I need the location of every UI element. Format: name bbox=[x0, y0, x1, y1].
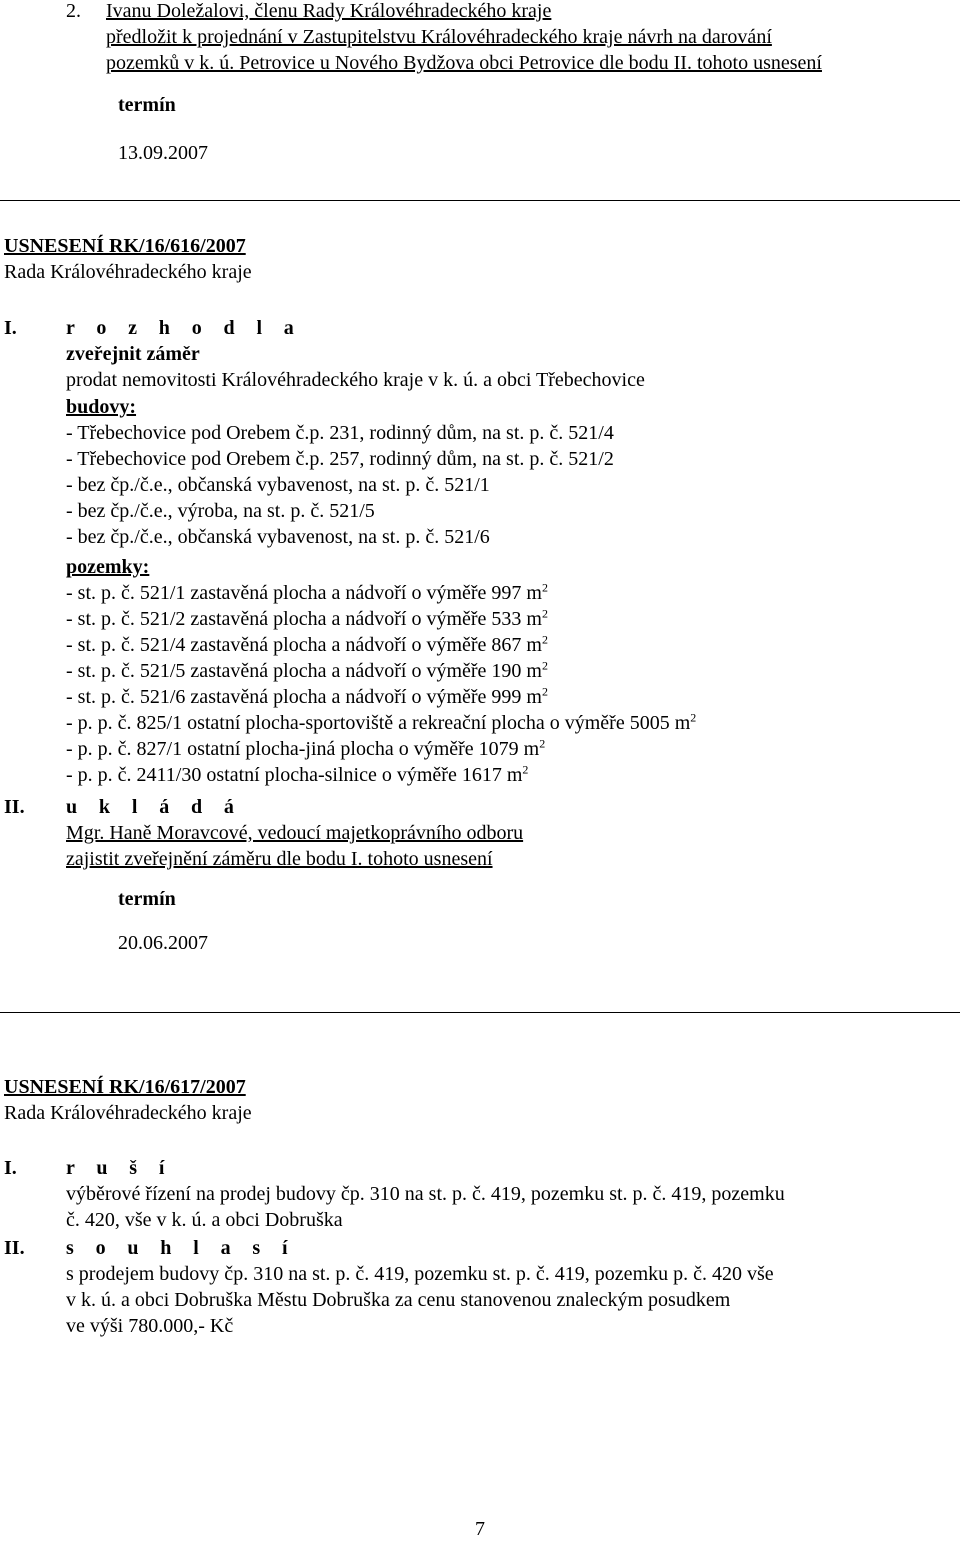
termin-label: termín bbox=[118, 94, 176, 116]
page-number: 7 bbox=[475, 1518, 485, 1540]
section-text: prodat nemovitosti Královéhradeckého kraje v k. ú. a obci Třebechovice bbox=[66, 369, 645, 391]
termin-label: termín bbox=[118, 888, 176, 910]
budovy-label: budovy: bbox=[66, 396, 137, 418]
termin-date: 20.06.2007 bbox=[118, 932, 208, 954]
section-number: II. bbox=[4, 1237, 25, 1259]
list-item: - Třebechovice pod Orebem č.p. 231, rodinný dům, na st. p. č. 521/4 bbox=[66, 422, 614, 444]
section-subhead: zveřejnit záměr bbox=[66, 343, 200, 365]
item-line-3: pozemků v k. ú. Petrovice u Nového Bydžova obci Petrovice dle bodu II. tohoto usnesení bbox=[106, 52, 822, 74]
section-line: v k. ú. a obci Dobruška Městu Dobruška za cenu stanovenou znaleckým posudkem bbox=[66, 1289, 731, 1311]
list-item: - p. p. č. 2411/30 ostatní plocha-silnice o výměře 1617 $m^2$ bbox=[66, 762, 529, 786]
list-item: - st. p. č. 521/1 zastavěná plocha a nádvoří o výměře 997 $m^2$ bbox=[66, 580, 548, 604]
list-item: - st. p. č. 521/4 zastavěná plocha a nádvoří o výměře 867 $m^2$ bbox=[66, 632, 548, 656]
resolution-title: USNESENÍ RK/16/617/2007 bbox=[4, 1076, 246, 1098]
section-number: I. bbox=[4, 317, 17, 339]
pozemky-label: pozemky: bbox=[66, 556, 150, 578]
resolution-title: USNESENÍ RK/16/616/2007 bbox=[4, 235, 246, 257]
section-verb: r u š í bbox=[66, 1157, 173, 1179]
list-item: - Třebechovice pod Orebem č.p. 257, rodinný dům, na st. p. č. 521/2 bbox=[66, 448, 614, 470]
section-line: s prodejem budovy čp. 310 na st. p. č. 419, pozemku st. p. č. 419, pozemku p. č. 420 vše bbox=[66, 1263, 774, 1285]
resolution-body: Rada Královéhradeckého kraje bbox=[4, 261, 252, 283]
separator-line bbox=[0, 1012, 960, 1013]
list-item: - st. p. č. 521/6 zastavěná plocha a nádvoří o výměře 999 $m^2$ bbox=[66, 684, 548, 708]
list-item: - st. p. č. 521/5 zastavěná plocha a nádvoří o výměře 190 $m^2$ bbox=[66, 658, 548, 682]
list-item: - bez čp./č.e., občanská vybavenost, na st. p. č. 521/6 bbox=[66, 526, 490, 548]
resolution-body: Rada Královéhradeckého kraje bbox=[4, 1102, 252, 1124]
section-number: II. bbox=[4, 796, 25, 818]
section-line: ve výši 780.000,- Kč bbox=[66, 1315, 234, 1337]
item-line-1: Ivanu Doležalovi, členu Rady Královéhradeckého kraje bbox=[106, 0, 552, 22]
list-item: - p. p. č. 827/1 ostatní plocha-jiná plocha o výměře 1079 $m^2$ bbox=[66, 736, 546, 760]
section-line: výběrové řízení na prodej budovy čp. 310 na st. p. č. 419, pozemku st. p. č. 419, pozemku bbox=[66, 1183, 785, 1205]
section-line: č. 420, vše v k. ú. a obci Dobruška bbox=[66, 1209, 343, 1231]
list-item: - st. p. č. 521/2 zastavěná plocha a nádvoří o výměře 533 $m^2$ bbox=[66, 606, 548, 630]
pozemky-list bbox=[66, 580, 696, 788]
section-text: zajistit zveřejnění záměru dle bodu I. tohoto usnesení bbox=[66, 848, 493, 870]
section-verb: s o u h l a s í bbox=[66, 1237, 296, 1259]
list-item: - p. p. č. 825/1 ostatní plocha-sportoviště a rekreační plocha o výměře 5005 $m^2$ bbox=[66, 710, 697, 734]
list-item: - bez čp./č.e., výroba, na st. p. č. 521/5 bbox=[66, 500, 375, 522]
section-verb: u k l á d á bbox=[66, 796, 243, 818]
termin-date: 13.09.2007 bbox=[118, 142, 208, 164]
responsible-person: Mgr. Haně Moravcové, vedoucí majetkoprávního odboru bbox=[66, 822, 524, 844]
separator-line bbox=[0, 200, 960, 201]
section-number: I. bbox=[4, 1157, 17, 1179]
budovy-list bbox=[66, 420, 614, 550]
list-item: - bez čp./č.e., občanská vybavenost, na st. p. č. 521/1 bbox=[66, 474, 490, 496]
item-line-2: předložit k projednání v Zastupitelstvu Královéhradeckého kraje návrh na darování bbox=[106, 26, 772, 48]
item-number: 2. bbox=[66, 0, 81, 22]
section-verb: r o z h o d l a bbox=[66, 317, 303, 339]
